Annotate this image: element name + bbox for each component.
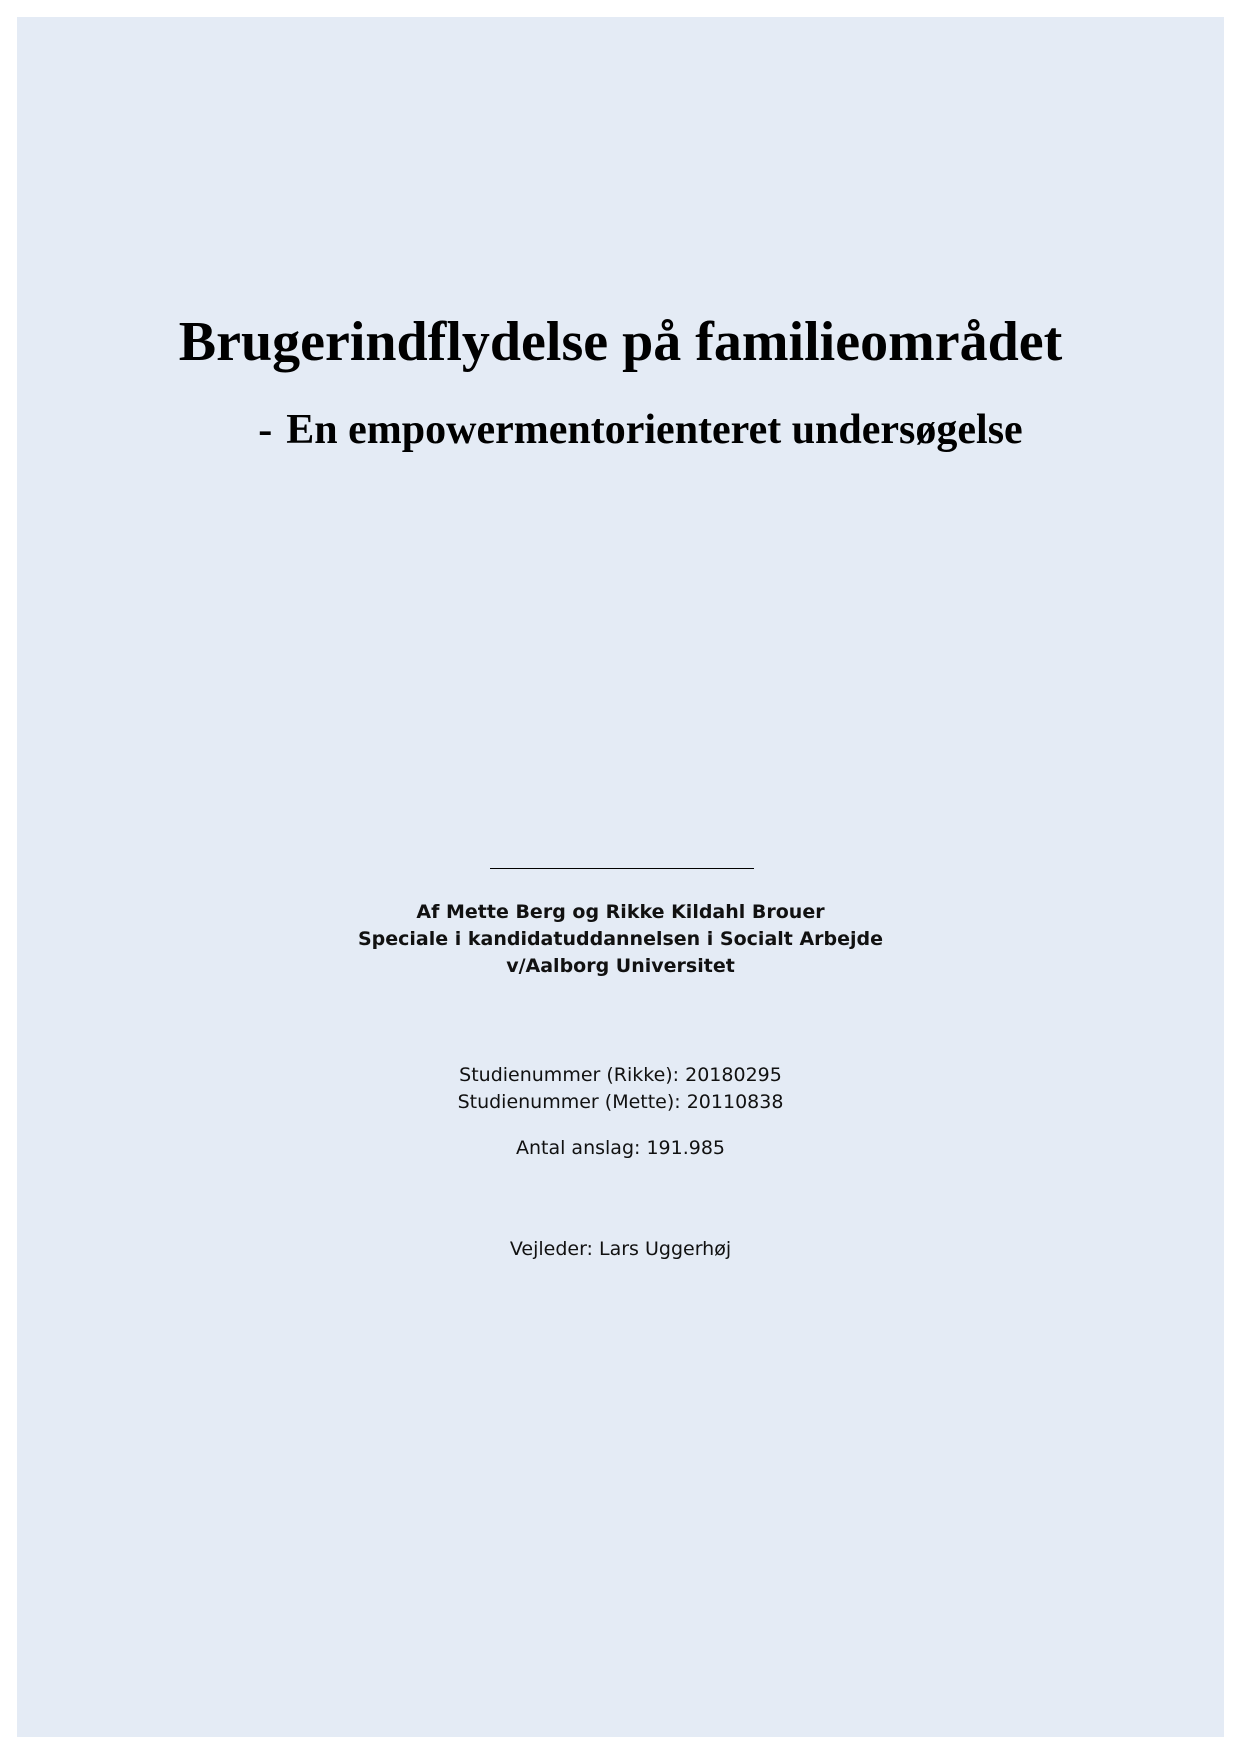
supervisor: Vejleder: Lars Uggerhøj [509, 1238, 732, 1260]
student-id-block [0, 1062, 1241, 1116]
document-subtitle [0, 402, 1241, 458]
thesis-line: Speciale i kandidatuddannelsen i Socialt Arbejde [357, 928, 884, 950]
page-background [17, 17, 1224, 1737]
character-count: Antal anslag: 191.985 [515, 1137, 726, 1159]
student-id-rikke: Studienummer (Rikke): 20180295 [459, 1064, 782, 1086]
university-line: v/Aalborg Universitet [506, 955, 735, 977]
subtitle-text: En empowermentorienteret undersøgelse [286, 407, 1023, 453]
subtitle-dash: - [258, 407, 273, 453]
student-id-mette: Studienummer (Mette): 20110838 [457, 1091, 784, 1113]
separator-line [490, 868, 754, 869]
document-title: Brugerindflydelse på familieområdet [178, 311, 1063, 373]
author-block [0, 899, 1241, 980]
authors-line: Af Mette Berg og Rikke Kildahl Brouer [416, 901, 825, 923]
